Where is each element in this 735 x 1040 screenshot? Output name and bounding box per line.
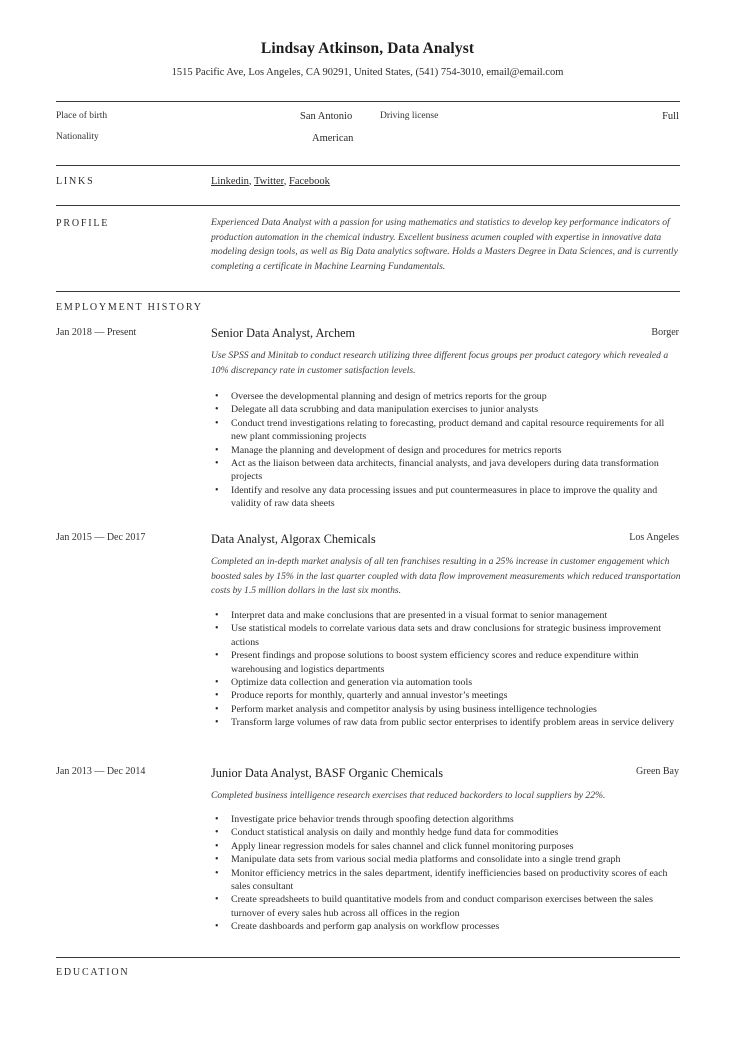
job-summary: Use SPSS and Minitab to conduct research utilizing three different focus groups per product category which revealed a 10% discrepancy rate in customer satisfaction levels.	[211, 350, 669, 376]
place-of-birth-value: San Antonio	[300, 111, 353, 122]
job-summary: Completed an in-depth market analysis of all ten franchises resulting in a 25% increase in customer engagement which boosted sales by 15% in the last quarter coupled with data flow improvement measurements which reduced transportation costs by 1.5 million dollars in the last six months.	[211, 556, 681, 596]
list-item: • Delegate all data scrubbing and data manipulation exercises to junior analysts	[215, 403, 681, 416]
job-dates: Jan 2015 — Dec 2017	[56, 532, 146, 543]
education-heading: EDUCATION	[56, 967, 130, 978]
nationality-value: American	[312, 133, 354, 144]
employment-heading: EMPLOYMENT HISTORY	[56, 302, 203, 313]
list-item: • Interpret data and make conclusions that are presented in a visual format to senior management	[215, 609, 681, 622]
twitter-link[interactable]: Twitter	[253, 176, 284, 187]
place-of-birth-label: Place of birth	[56, 111, 108, 121]
resume-name: Lindsay Atkinson, Data Analyst	[260, 40, 475, 57]
list-item: • Manage the planning and development of design and procedures for metrics reports	[215, 444, 681, 457]
job-title: Junior Data Analyst, BASF Organic Chemicals	[211, 766, 444, 780]
job-dates: Jan 2018 — Present	[56, 327, 137, 338]
driving-license-label: Driving license	[380, 111, 439, 121]
list-item: • Optimize data collection and generation via automation tools	[215, 676, 681, 689]
divider	[56, 205, 680, 206]
linkedin-link[interactable]: Linkedin	[211, 176, 249, 187]
list-item: • Oversee the developmental planning and design of metrics reports for the group	[215, 390, 681, 403]
profile-text: Experienced Data Analyst with a passion for using mathematics and statistics to develop key performance indicators of production automation in the chemical industry. Excellent business acumen coupled with expertise in innovative data modeling design tools, as well as Big Data analytics software. Holds a Masters Degree in Data Sciences, and is currently completing a certificate in Machine Learning Fundamentals.	[211, 217, 678, 272]
links-list: Linkedin, Twitter, Facebook	[211, 176, 330, 187]
job-location: Borger	[651, 327, 679, 338]
list-item: • Investigate price behavior trends through spoofing detection algorithms	[215, 813, 681, 826]
job-title: Data Analyst, Algorax Chemicals	[211, 532, 376, 546]
divider	[56, 957, 680, 958]
list-item: • Use statistical models to correlate various data sets and draw conclusions for strategic business improvement actions	[215, 622, 681, 649]
profile-heading: PROFILE	[56, 218, 110, 229]
contact-line: 1515 Pacific Ave, Los Angeles, CA 90291, United States, (541) 754-3010, email@email.com	[171, 67, 564, 78]
list-item: • Apply linear regression models for sales channel and click funnel monitoring purposes	[215, 840, 681, 853]
list-item: • Create spreadsheets to build quantitative models from and conduct comparison exercises between the sales turnover of every sales hub across all offices in the region	[215, 893, 681, 920]
nationality-label: Nationality	[56, 132, 99, 142]
divider	[56, 291, 680, 292]
list-item: • Perform market analysis and competitor analysis by using business intelligence technologies	[215, 703, 681, 716]
list-item: • Monitor efficiency metrics in the sales department, identify inefficiencies based on productivity scores of each sales consultant	[215, 867, 681, 894]
job-bullets	[215, 390, 681, 511]
list-item: • Present findings and propose solutions to boost system efficiency scores and reduce expenditure within warehousing and logistics departments	[215, 649, 681, 676]
list-item: • Transform large volumes of raw data from public sector enterprises to identify problem areas in service delivery	[215, 716, 681, 729]
list-item: • Act as the liaison between data architects, financial analysts, and java developers during data transformation projects	[215, 457, 681, 484]
job-summary: Completed business intelligence research exercises that reduced backorders to local suppliers by 22%.	[211, 790, 606, 801]
job-location: Los Angeles	[629, 532, 679, 543]
job-bullets	[215, 813, 681, 934]
job-bullets	[215, 609, 681, 730]
list-item: • Conduct statistical analysis on daily and monthly hedge fund data for commodities	[215, 826, 681, 839]
list-item: • Identify and resolve any data processing issues and put countermeasures in place to improve the quality and validity of raw data sheets	[215, 484, 681, 511]
divider	[56, 101, 680, 102]
list-item: • Manipulate data sets from various social media platforms and consolidate into a single trend graph	[215, 853, 681, 866]
job-location: Green Bay	[635, 766, 679, 777]
links-heading: LINKS	[56, 176, 95, 187]
list-item: • Produce reports for monthly, quarterly and annual investor’s meetings	[215, 689, 681, 702]
list-item: • Create dashboards and perform gap analysis on workflow processes	[215, 920, 681, 933]
facebook-link[interactable]: Facebook	[289, 176, 330, 187]
job-title: Senior Data Analyst, Archem	[211, 326, 356, 340]
driving-license-value: Full	[662, 111, 679, 122]
job-dates: Jan 2013 — Dec 2014	[56, 766, 146, 777]
list-item: • Conduct trend investigations relating to forecasting, product demand and capital resource requirements for all new plant commissioning projects	[215, 417, 681, 444]
divider	[56, 165, 680, 166]
